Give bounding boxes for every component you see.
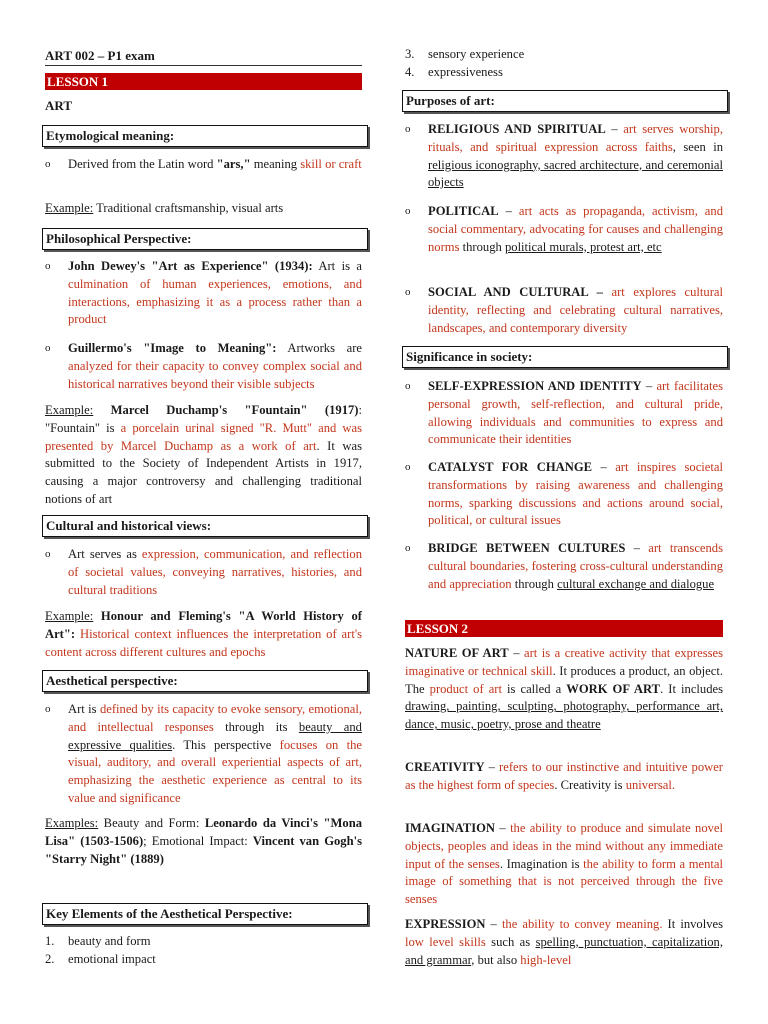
bullet-text: Art is defined by its capacity to evoke sensory, emotional, and intellectual responses through its beauty and expressive qualities. This perspective focuses on the visual, auditory, and overall experiential aspects of art, emphasizing the aesthetic experience as central to its value and significance [68,702,362,805]
duchamp-example: Example: Marcel Duchamp's "Fountain" (1917): "Fountain" is a porcelain urinal signed "R. Mutt" and was presented by Marcel Duchamp as a work of art. It was submitted to the Society of Independent Artists in 1917, causing a major controversy and challenging traditional notions of art [45,403,363,506]
bullet-marker: o [405,123,411,135]
significance-box: Significance in society: [402,346,728,368]
bullet-marker: o [405,205,411,217]
bullet-text: Art serves as expression, communication, and reflection of societal values, conveying narratives, histories, and cultural traditions [68,547,362,597]
bullet-marker: o [45,703,51,715]
bullet-marker: o [45,158,51,170]
purposes-box: Purposes of art: [402,90,728,112]
philosophical-box: Philosophical Perspective: [42,228,368,250]
nature-of-art: NATURE OF ART – art is a creative activity that expresses imaginative or technical skill. It produces a product, an object. The product of art is called a WORK OF ART. It includes drawing, painting, sculpting, photography, performance art, dance, music, poetry, prose and theatre [405,646,724,732]
title-rule [45,65,362,66]
expression: EXPRESSION – the ability to convey meaning. It involves low level skills such as spelling, punctuation, capitalization, and grammar, but also high-level [405,917,724,967]
bullet-marker: o [405,461,411,473]
bullet-marker: o [45,342,51,354]
bullet-text: John Dewey's "Art as Experience" (1934): Art is a culmination of human experiences, emotions, and interactions, emphasizing it as a process rather than a product [68,259,362,327]
lesson-1-banner: LESSON 1 [45,73,362,90]
bullet-marker: o [405,286,411,298]
etymology-example: Example: Traditional craftsmanship, visual arts [45,201,284,215]
bullet-marker: o [45,260,51,272]
imagination: IMAGINATION – the ability to produce and simulate novel objects, peoples and ideas in the mind without any immediate input of the senses. Imagination is the ability to form a mental image of something that is not perceived through the five senses [405,821,723,907]
cultural-box: Cultural and historical views: [42,515,368,537]
bullet-text: Guillermo's "Image to Meaning": Artworks are analyzed for their capacity to convey complex social and historical narratives beyond their visible subjects [68,341,363,391]
bullet-marker: o [405,542,411,554]
bullet-marker: o [405,380,411,392]
key-elements-box: Key Elements of the Aesthetical Perspective: [42,903,368,925]
honour-example: Example: Honour and Fleming's "A World History of Art": Historical context influences the interpretation of art's content across different cultures and epochs [45,609,362,659]
creativity: CREATIVITY – refers to our instinctive and intuitive power as the highest form of species. Creativity is universal. [405,760,723,792]
bullet-text: BRIDGE BETWEEN CULTURES – art transcends cultural boundaries, fostering cross-cultural understanding and appreciation through cultural exchange and dialogue [428,541,723,591]
etymology-box: Etymological meaning: [42,125,368,147]
bullet-text: CATALYST FOR CHANGE – art inspires societal transformations by raising awareness and challenging norms, sparking discussions and actions around social, political, or cultural issues [428,460,723,528]
lesson-2-banner: LESSON 2 [405,620,723,637]
bullet-text: SOCIAL AND CULTURAL – art explores cultural identity, reflecting and celebrating cultural narratives, landscapes, and contemporary diversity [428,285,724,335]
aesthetical-examples: Examples: Beauty and Form: Leonardo da Vinci's "Mona Lisa" (1503-1506); Emotional Impact: Vincent van Gogh's "Starry Night" (1889) [45,816,363,866]
bullet-text: SELF-EXPRESSION AND IDENTITY – art facilitates personal growth, self-reflection, and cultural pride, allowing individuals and communities to express and communicate their identities [428,379,723,447]
bullet-marker: o [45,548,51,560]
document-title: ART 002 – P1 exam [45,48,155,63]
art-heading: ART [45,98,72,113]
bullet-text: RELIGIOUS AND SPIRITUAL – art serves worship, rituals, and spiritual expression across faiths, seen in religious iconography, sacred architecture, and ceremonial objects [428,122,724,190]
aesthetical-box: Aesthetical perspective: [42,670,368,692]
bullet-text: POLITICAL – art acts as propaganda, activism, and social commentary, advocating for causes and challenging norms through political murals, protest art, etc [428,204,723,254]
bullet-text: Derived from the Latin word "ars," meaning skill or craft [68,157,362,171]
